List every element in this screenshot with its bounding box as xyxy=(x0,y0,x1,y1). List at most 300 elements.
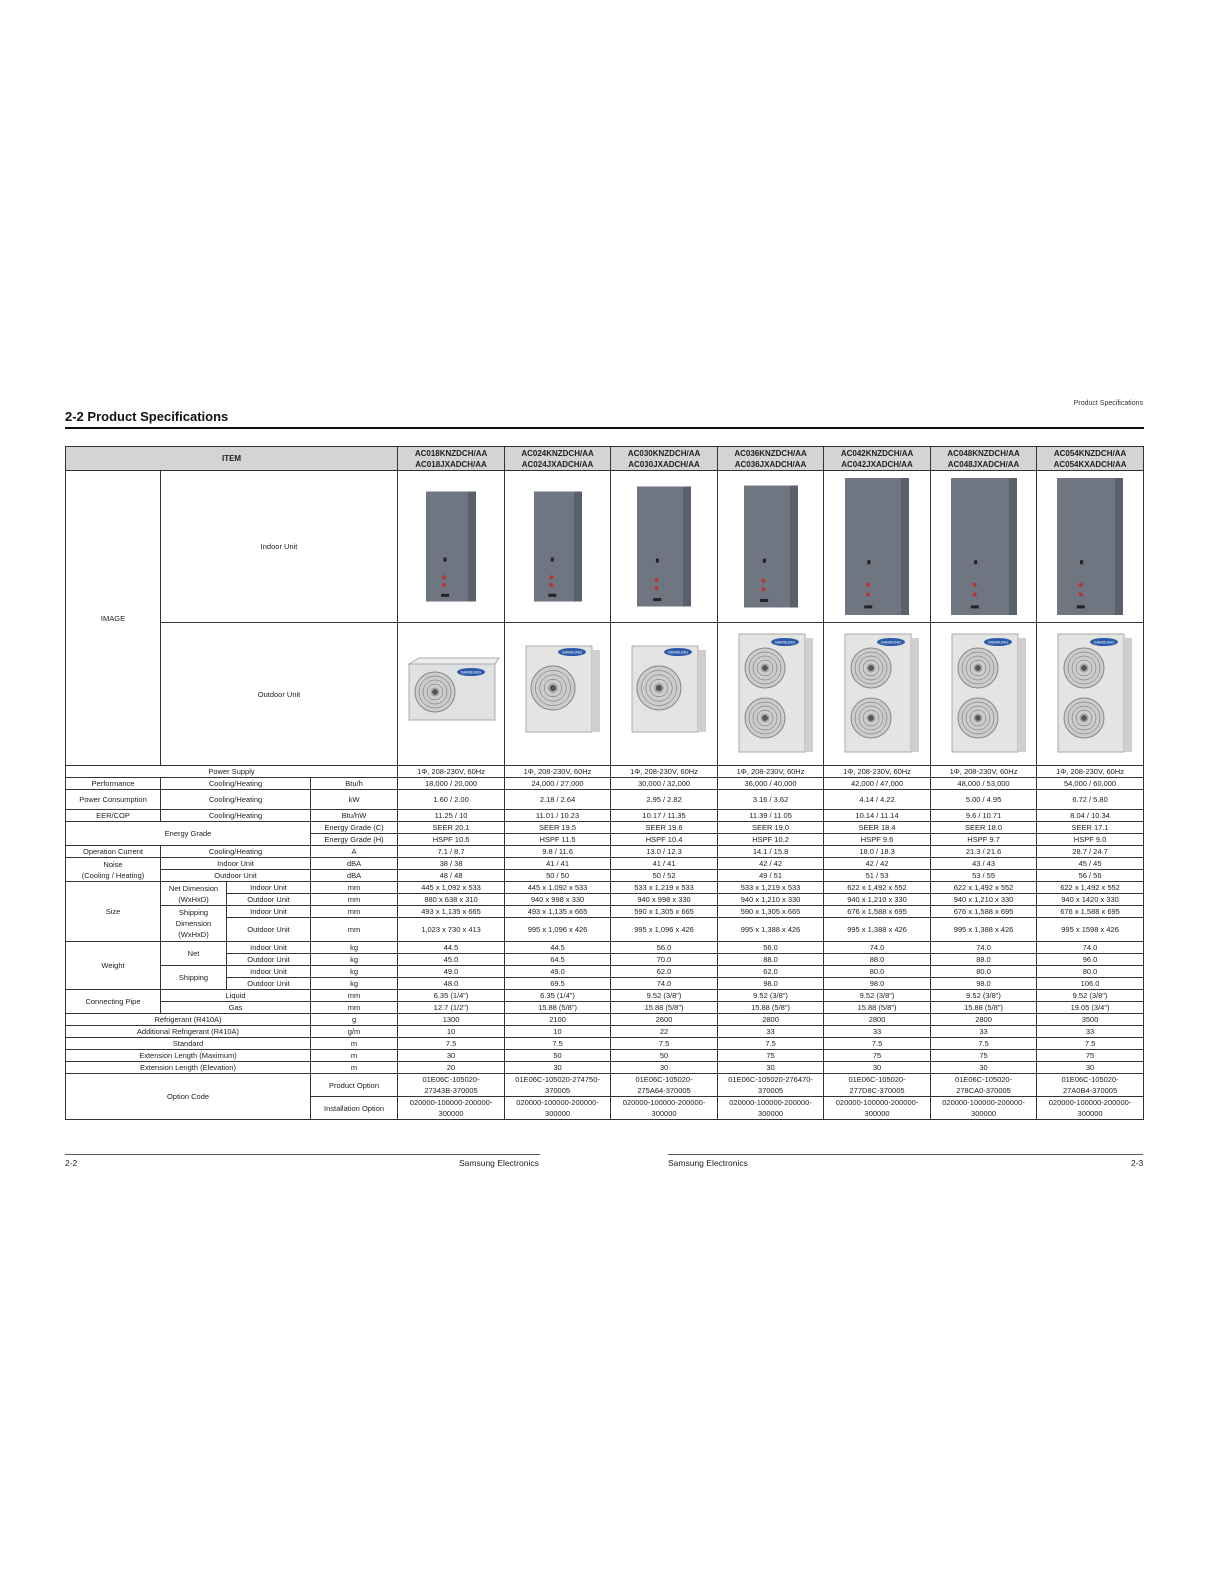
value-cell-text: 9.8 / 11.6 xyxy=(542,847,573,856)
value-cell xyxy=(931,954,1037,966)
value-cell-text: 22 xyxy=(659,1027,669,1036)
value-cell xyxy=(718,954,824,966)
indoor-unit-image xyxy=(944,474,1024,619)
unit-cell-text: dBA xyxy=(346,871,362,880)
table-row xyxy=(66,810,1144,822)
value-cell-text: 590 x 1,305 x 665 xyxy=(634,907,694,916)
value-cell xyxy=(505,906,611,918)
value-cell-text: 98.0 xyxy=(976,979,991,988)
sub-label xyxy=(161,778,311,790)
value-cell xyxy=(505,978,611,990)
noise-label-line: Noise xyxy=(103,859,123,869)
value-cell-text: 676 x 1,588 x 695 xyxy=(1060,907,1120,916)
value-cell xyxy=(611,954,718,966)
value-cell-text: 88.0 xyxy=(869,955,885,964)
value-cell-text: 493 x 1,135 x 665 xyxy=(421,907,481,916)
unit-cell-text: A xyxy=(351,847,357,856)
indoor-image-cell xyxy=(611,471,718,623)
net-dimension-label xyxy=(161,882,227,906)
unit-cell xyxy=(311,1014,398,1026)
power-supply-label-text: Power Supply xyxy=(208,767,255,776)
value-cell xyxy=(718,1097,824,1120)
value-cell-text: 15.88 (5/8") xyxy=(964,1003,1004,1012)
value-cell xyxy=(718,1050,824,1062)
image-label xyxy=(66,471,161,766)
value-cell-text: 940 x 1,210 x 330 xyxy=(953,895,1014,904)
value-cell xyxy=(824,942,931,954)
unit-cell-text: m xyxy=(350,1063,358,1072)
value-cell xyxy=(718,1014,824,1026)
table-row xyxy=(66,1062,1144,1074)
outdoor-unit-image xyxy=(401,624,501,764)
value-cell-text: 1Φ, 208-230V, 60Hz xyxy=(1056,767,1124,776)
value-cell-text: 10 xyxy=(446,1027,456,1036)
value-cell-text: HSPF 9.7 xyxy=(967,835,1000,844)
value-cell xyxy=(398,1026,505,1038)
value-cell xyxy=(398,1038,505,1050)
unit-cell xyxy=(311,918,398,942)
value-cell xyxy=(824,846,931,858)
value-cell-text: 2800 xyxy=(868,1015,886,1024)
value-cell xyxy=(931,882,1037,894)
table-row xyxy=(66,447,1144,471)
value-cell xyxy=(1037,870,1144,882)
unit-cell xyxy=(311,1050,398,1062)
value-cell-text: 995 x 1,096 x 426 xyxy=(634,925,694,934)
shipping-dimension-label-line: Shipping xyxy=(178,908,209,917)
value-cell xyxy=(611,790,718,810)
value-cell xyxy=(824,882,931,894)
value-cell xyxy=(505,822,611,834)
brand-logo-text: SAMSUNG xyxy=(561,649,582,655)
value-cell xyxy=(1037,822,1144,834)
sub-label-text: Liquid xyxy=(225,991,246,1000)
sub-label-text: Cooling/Heating xyxy=(208,779,263,788)
value-cell-line: 01E06C-105020- xyxy=(1061,1075,1119,1084)
value-cell-text: 50 / 50 xyxy=(546,871,570,880)
value-cell-text: 45.0 xyxy=(443,955,459,964)
table-row xyxy=(66,978,1144,990)
value-cell-text: 15.88 (5/8") xyxy=(857,1003,897,1012)
value-cell-text: 2100 xyxy=(549,1015,566,1024)
value-cell-text: 30 xyxy=(979,1063,988,1072)
value-cell xyxy=(611,834,718,846)
outdoor-image-cell xyxy=(505,623,611,766)
value-cell-text: 21.3 / 21.6 xyxy=(965,847,1002,856)
shipping-dimension-label xyxy=(161,906,227,942)
value-cell-text: 19.05 (3/4") xyxy=(1070,1003,1110,1012)
value-cell xyxy=(1037,918,1144,942)
value-cell-text: 62.0 xyxy=(763,967,778,976)
value-cell xyxy=(824,894,931,906)
value-cell-text: 493 x 1,135 x 665 xyxy=(527,907,588,916)
model-header xyxy=(1037,447,1144,471)
model-header-line: AC030KNZDCH/AA xyxy=(627,448,701,458)
value-cell xyxy=(931,810,1037,822)
value-cell-text: 80.0 xyxy=(1082,967,1098,976)
sub-label xyxy=(161,790,311,810)
value-cell-text: 9.6 / 10.71 xyxy=(965,811,1002,820)
model-header-line: AC048JXADCH/AA xyxy=(947,459,1020,469)
outdoor-image-cell xyxy=(824,623,931,766)
eer-cop-label xyxy=(66,810,161,822)
value-cell-text: 74.0 xyxy=(1082,943,1098,952)
value-cell-text: 9.52 (3/8") xyxy=(646,991,682,1000)
brand-logo-text: SAMSUNG xyxy=(460,669,482,675)
value-cell-text: 98.0 xyxy=(763,979,778,988)
value-cell xyxy=(824,810,931,822)
unit-cell xyxy=(311,882,398,894)
value-cell-text: 30 xyxy=(766,1063,775,1072)
value-cell-text: SEER 19.6 xyxy=(645,823,683,832)
table-row xyxy=(66,906,1144,918)
value-cell xyxy=(824,858,931,870)
value-cell-text: 7.5 xyxy=(658,1039,670,1048)
unit-cell xyxy=(311,966,398,978)
sub-label-text: Indoor Unit xyxy=(250,943,287,952)
unit-cell-text: g/m xyxy=(347,1027,361,1036)
section-title: 2-2 Product Specifications xyxy=(65,409,229,424)
value-cell-line: 01E06C-105020- xyxy=(954,1075,1013,1084)
sub-label-text: Outdoor Unit xyxy=(247,955,290,964)
value-cell-text: 33 xyxy=(979,1027,988,1036)
value-cell xyxy=(718,1002,824,1014)
indoor-image-cell xyxy=(824,471,931,623)
unit-cell-text: Btu/hW xyxy=(341,811,367,820)
value-cell-text: 6.72 / 5.80 xyxy=(1072,795,1108,804)
value-cell-text: 1Φ, 208-230V, 60Hz xyxy=(523,767,592,776)
operation-current-label xyxy=(66,846,161,858)
value-cell xyxy=(611,942,718,954)
value-cell-text: 64.5 xyxy=(550,955,565,964)
value-cell xyxy=(931,822,1037,834)
value-cell xyxy=(611,822,718,834)
value-cell-text: 106.0 xyxy=(1080,979,1100,988)
value-cell-line: 020000-100000-200000- xyxy=(942,1098,1025,1107)
table-row xyxy=(66,870,1144,882)
net-weight-label-text: Net xyxy=(187,949,200,958)
value-cell-text: 940 x 998 x 330 xyxy=(530,895,585,904)
eer-cop-label-text: EER/COP xyxy=(96,811,130,820)
value-cell xyxy=(824,906,931,918)
outdoor-unit-label xyxy=(161,623,398,766)
sub-label-text: Cooling/Heating xyxy=(208,847,263,856)
value-cell-text: 69.5 xyxy=(550,979,565,988)
value-cell-text: 2.18 / 2.64 xyxy=(539,795,576,804)
outdoor-unit-image xyxy=(1040,624,1140,764)
value-cell-line: 277D8C-370005 xyxy=(849,1086,905,1095)
energy-grade-label-text: Energy Grade xyxy=(164,829,212,838)
value-cell-text: 74.0 xyxy=(976,943,991,952)
value-cell xyxy=(398,978,505,990)
value-cell-text: 48 / 48 xyxy=(439,871,463,880)
value-cell xyxy=(611,894,718,906)
value-cell-text: 9.52 (3/8") xyxy=(966,991,1001,1000)
value-cell xyxy=(824,1014,931,1026)
table-row xyxy=(66,623,1144,766)
noise-label-line: (Cooling / Heating) xyxy=(81,870,145,880)
value-cell xyxy=(398,822,505,834)
table-row xyxy=(66,954,1144,966)
value-cell-text: SEER 18.0 xyxy=(964,823,1003,832)
unit-cell xyxy=(311,790,398,810)
value-cell xyxy=(398,810,505,822)
brand-logo-text: SAMSUNG xyxy=(880,639,902,645)
unit-cell-text: Energy Grade (C) xyxy=(324,823,384,832)
model-header-line: AC030JXADCH/AA xyxy=(628,459,700,469)
sub-label xyxy=(227,966,311,978)
unit-cell-text: kg xyxy=(350,943,358,952)
indoor-unit-image xyxy=(411,474,491,619)
value-cell xyxy=(824,834,931,846)
value-cell-text: 48,000 / 53,000 xyxy=(957,779,1010,788)
value-cell xyxy=(611,810,718,822)
value-cell xyxy=(824,1038,931,1050)
shipping-dimension-label-line: Dimension xyxy=(175,919,212,928)
sub-label-text: Indoor Unit xyxy=(217,859,254,868)
value-cell-text: 74.0 xyxy=(869,943,885,952)
table-row xyxy=(66,1038,1144,1050)
value-cell-text: 38 / 38 xyxy=(439,859,463,868)
value-cell-text: 30 xyxy=(872,1063,882,1072)
value-cell xyxy=(931,1002,1037,1014)
brand-logo-text: SAMSUNG xyxy=(987,639,1008,645)
page-number-left: 2-2 xyxy=(65,1158,78,1168)
value-cell-text: 676 x 1,588 x 695 xyxy=(847,907,907,916)
value-cell xyxy=(824,766,931,778)
value-cell xyxy=(611,1097,718,1120)
model-header-line: AC024JXADCH/AA xyxy=(521,459,594,469)
sub-label xyxy=(161,846,311,858)
power-consumption-label xyxy=(66,790,161,810)
title-rule xyxy=(65,427,1144,429)
value-cell xyxy=(931,870,1037,882)
shipping-weight-label-text: Shipping xyxy=(178,973,209,982)
value-cell xyxy=(1037,1074,1144,1097)
value-cell xyxy=(611,766,718,778)
value-cell-text: 7.5 xyxy=(552,1039,563,1048)
value-cell xyxy=(1037,766,1144,778)
model-header-line: AC024KNZDCH/AA xyxy=(521,448,594,458)
unit-cell-text: kg xyxy=(350,955,358,964)
standard-label-text: Standard xyxy=(172,1039,204,1048)
value-cell-line: 278CA0-370005 xyxy=(956,1086,1011,1095)
table-row xyxy=(66,1026,1144,1038)
value-cell-text: 622 x 1,492 x 552 xyxy=(1060,883,1120,892)
value-cell-text: 75 xyxy=(872,1051,882,1060)
value-cell-text: 56.0 xyxy=(763,943,778,952)
value-cell-text: 6.35 (1/4") xyxy=(433,991,469,1000)
value-cell-text: 50 xyxy=(659,1051,669,1060)
value-cell xyxy=(505,1050,611,1062)
value-cell xyxy=(824,918,931,942)
value-cell xyxy=(824,822,931,834)
value-cell xyxy=(931,918,1037,942)
unit-cell-text: g xyxy=(351,1015,357,1024)
value-cell xyxy=(931,766,1037,778)
model-header-line: AC018JXADCH/AA xyxy=(415,459,487,469)
net-dimension-label-line: (WxHxD) xyxy=(178,894,209,904)
value-cell xyxy=(824,870,931,882)
value-cell-text: 75 xyxy=(979,1051,988,1060)
value-cell xyxy=(505,942,611,954)
value-cell-text: 995 x 1,388 x 426 xyxy=(953,925,1014,934)
unit-cell xyxy=(311,810,398,822)
value-cell xyxy=(398,778,505,790)
value-cell xyxy=(505,882,611,894)
value-cell xyxy=(824,1062,931,1074)
sub-label xyxy=(161,870,311,882)
value-cell xyxy=(1037,778,1144,790)
table-row xyxy=(66,858,1144,870)
refrigerant-label xyxy=(66,1014,311,1026)
sub-label-text: Outdoor Unit xyxy=(247,895,290,904)
unit-cell xyxy=(311,858,398,870)
value-cell-line: 01E06C-105020- xyxy=(635,1075,693,1084)
value-cell xyxy=(398,894,505,906)
value-cell-text: 622 x 1,492 x 552 xyxy=(847,883,907,892)
value-cell-text: 75 xyxy=(1085,1051,1095,1060)
value-cell-text: 940 x 1,210 x 330 xyxy=(847,895,907,904)
value-cell-text: 995 x 1,388 x 426 xyxy=(740,925,801,934)
value-cell-line: 370005 xyxy=(545,1086,571,1095)
value-cell xyxy=(611,906,718,918)
value-cell xyxy=(824,1002,931,1014)
value-cell xyxy=(718,990,824,1002)
value-cell-text: 533 x 1,219 x 533 xyxy=(740,883,801,892)
item-header-text: ITEM xyxy=(221,454,242,463)
size-label xyxy=(66,882,161,942)
value-cell-text: 5.00 / 4.95 xyxy=(965,795,1002,804)
table-row xyxy=(66,966,1144,978)
value-cell xyxy=(1037,942,1144,954)
value-cell xyxy=(611,1038,718,1050)
value-cell xyxy=(398,870,505,882)
value-cell xyxy=(1037,858,1144,870)
value-cell-line: 01E06C-105020- xyxy=(422,1075,480,1084)
indoor-unit-image xyxy=(837,474,917,619)
value-cell-text: 20 xyxy=(446,1063,456,1072)
standard-label xyxy=(66,1038,311,1050)
company-right: Samsung Electronics xyxy=(668,1158,748,1168)
model-header-line: AC036JXADCH/AA xyxy=(734,459,807,469)
sub-label-text: Outdoor Unit xyxy=(214,871,257,880)
value-cell xyxy=(1037,1038,1144,1050)
unit-cell-text: mm xyxy=(347,907,361,916)
value-cell xyxy=(398,882,505,894)
unit-cell-text: kg xyxy=(350,979,358,988)
value-cell xyxy=(398,846,505,858)
value-cell xyxy=(398,766,505,778)
indoor-image-cell xyxy=(718,471,824,623)
value-cell xyxy=(931,906,1037,918)
value-cell xyxy=(718,906,824,918)
value-cell-text: 940 x 1420 x 330 xyxy=(1061,895,1119,904)
running-header: Product Specifications xyxy=(1073,400,1143,407)
energy-grade-label xyxy=(66,822,311,846)
value-cell-text: 45 / 45 xyxy=(1078,859,1102,868)
value-cell-text: 80.0 xyxy=(869,967,885,976)
value-cell xyxy=(931,966,1037,978)
value-cell xyxy=(505,1014,611,1026)
value-cell-line: 300000 xyxy=(971,1109,997,1118)
table-row xyxy=(66,778,1144,790)
value-cell-line: 020000-100000-200000- xyxy=(409,1098,493,1107)
value-cell-text: 1,023 x 730 x 413 xyxy=(421,925,481,934)
value-cell xyxy=(931,846,1037,858)
unit-cell-text: mm xyxy=(347,895,361,904)
value-cell-text: 30,000 / 32,000 xyxy=(637,779,691,788)
value-cell-text: 30 xyxy=(446,1051,456,1060)
value-cell-text: 51 / 53 xyxy=(865,871,889,880)
value-cell xyxy=(505,918,611,942)
value-cell-text: 9.52 (3/8") xyxy=(1072,991,1108,1000)
value-cell-line: 300000 xyxy=(651,1109,677,1118)
value-cell-line: 27343B-370005 xyxy=(424,1086,478,1095)
value-cell-text: 940 x 998 x 330 xyxy=(637,895,691,904)
value-cell-line: 300000 xyxy=(1077,1109,1103,1118)
value-cell-text: 676 x 1,588 x 695 xyxy=(953,907,1014,916)
value-cell-text: 1Φ, 208-230V, 60Hz xyxy=(630,767,698,776)
value-cell xyxy=(505,1097,611,1120)
value-cell xyxy=(931,1062,1037,1074)
value-cell-text: 880 x 638 x 310 xyxy=(424,895,478,904)
value-cell xyxy=(824,1097,931,1120)
sub-label xyxy=(227,942,311,954)
value-cell-text: 50 xyxy=(553,1051,562,1060)
unit-cell-text: kg xyxy=(350,967,358,976)
value-cell xyxy=(718,1062,824,1074)
value-cell xyxy=(505,1038,611,1050)
value-cell-text: HSPF 10.2 xyxy=(752,835,789,844)
table-row xyxy=(66,942,1144,954)
value-cell-text: 940 x 1,210 x 330 xyxy=(740,895,801,904)
value-cell xyxy=(505,1026,611,1038)
value-cell xyxy=(611,990,718,1002)
installation-option-label xyxy=(311,1097,398,1120)
option-code-label xyxy=(66,1074,311,1120)
footer-rule-right xyxy=(668,1154,1143,1155)
value-cell-text: 42 / 42 xyxy=(759,859,783,868)
value-cell xyxy=(718,834,824,846)
value-cell xyxy=(1037,1002,1144,1014)
ext-elev-label xyxy=(66,1062,311,1074)
indoor-image-cell xyxy=(931,471,1037,623)
unit-cell xyxy=(311,1062,398,1074)
outdoor-unit-image xyxy=(721,624,821,764)
value-cell xyxy=(718,846,824,858)
unit-cell-text: m xyxy=(350,1051,358,1060)
value-cell xyxy=(931,1097,1037,1120)
value-cell-text: 56.0 xyxy=(656,943,672,952)
table-row xyxy=(66,894,1144,906)
net-weight-label xyxy=(161,942,227,966)
outdoor-image-cell xyxy=(398,623,505,766)
value-cell xyxy=(1037,954,1144,966)
value-cell-line: 020000-100000-200000- xyxy=(1048,1098,1132,1107)
sub-label xyxy=(227,882,311,894)
value-cell xyxy=(718,810,824,822)
value-cell-text: 33 xyxy=(1085,1027,1095,1036)
performance-label xyxy=(66,778,161,790)
value-cell-text: 15.88 (5/8") xyxy=(751,1003,791,1012)
sub-label-text: Outdoor Unit xyxy=(247,925,290,934)
product-option-label-text: Product Option xyxy=(329,1080,380,1090)
value-cell xyxy=(824,1026,931,1038)
value-cell-text: 24,000 / 27,000 xyxy=(531,779,584,788)
value-cell xyxy=(398,790,505,810)
additional-refrigerant-label-text: Additional Refrigerant (R410A) xyxy=(136,1027,240,1036)
